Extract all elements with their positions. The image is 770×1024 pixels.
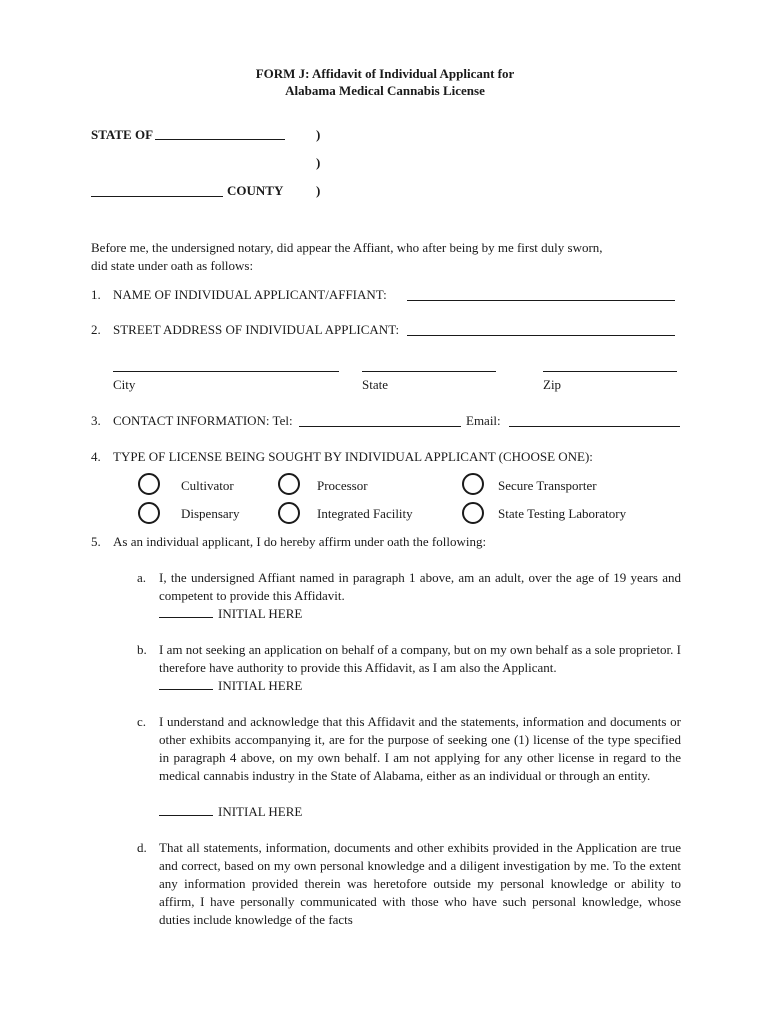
telephone-field[interactable] (299, 426, 461, 427)
affirmation-c-text: I understand and acknowledge that this Affidavit and the statements, information and documents or other exhibits accompanying it, are for the purpose of seeking one (1) license of the type specified in paragraph 4 above, on my own behalf. I am not applying for any other license in regard to the medical cannabis industry in the State of Alabama, either as an individual or through an entity. (159, 714, 681, 783)
paren-1: ) (316, 127, 321, 142)
radio-cultivator[interactable] (138, 473, 160, 495)
state-blank[interactable] (155, 139, 285, 140)
paren-2: ) (316, 155, 321, 170)
item3-label: CONTACT INFORMATION: Tel: (113, 413, 293, 428)
intro-line2: did state under oath as follows: (91, 258, 254, 273)
option-integrated-facility-label: Integrated Facility (317, 506, 413, 521)
affirmation-a-text: I, the undersigned Affiant named in paragraph 1 above, am an adult, over the age of 19 years and competent to provide this Affidavit. (159, 570, 681, 603)
initial-c-label: INITIAL HERE (218, 804, 303, 819)
option-secure-transporter-label: Secure Transporter (498, 478, 597, 493)
option-state-testing-laboratory-label: State Testing Laboratory (498, 506, 627, 521)
item1-number: 1. (91, 287, 101, 302)
email-label: Email: (466, 413, 501, 428)
item3-number: 3. (91, 413, 101, 428)
radio-dispensary[interactable] (138, 502, 160, 524)
city-label: City (113, 377, 136, 392)
zip-field[interactable] (543, 371, 677, 372)
affirmation-b-text: I am not seeking an application on behalf of a company, but on my own behalf as a sole proprietor. I therefore have authority to provide this Affidavit, as I am also the Applicant. (159, 642, 681, 675)
item5-label: As an individual applicant, I do hereby affirm under oath the following: (113, 534, 487, 549)
county-blank[interactable] (91, 196, 223, 197)
intro-line1: Before me, the undersigned notary, did appear the Affiant, who after being by me first duly sworn, (91, 240, 603, 255)
initial-a-field[interactable] (159, 617, 213, 618)
item1-label: NAME OF INDIVIDUAL APPLICANT/AFFIANT: (113, 287, 387, 302)
state-field[interactable] (362, 371, 496, 372)
affirmation-c-letter: c. (137, 714, 147, 729)
paren-3: ) (316, 183, 321, 198)
radio-secure-transporter[interactable] (462, 473, 484, 495)
initial-b-field[interactable] (159, 689, 213, 690)
item4-number: 4. (91, 449, 101, 464)
item2-label: STREET ADDRESS OF INDIVIDUAL APPLICANT: (113, 322, 400, 337)
street-address-field[interactable] (407, 335, 675, 336)
initial-b-label: INITIAL HERE (218, 678, 303, 693)
initial-c-field[interactable] (159, 815, 213, 816)
initial-a-label: INITIAL HERE (218, 606, 303, 621)
county-label: COUNTY (227, 183, 284, 198)
radio-integrated-facility[interactable] (278, 502, 300, 524)
affirmation-b-letter: b. (137, 642, 147, 657)
state-of-label: STATE OF (91, 127, 154, 142)
state-label: State (362, 377, 388, 392)
item5-number: 5. (91, 534, 101, 549)
option-processor-label: Processor (317, 478, 368, 493)
applicant-name-field[interactable] (407, 300, 675, 301)
item2-number: 2. (91, 322, 101, 337)
form-title-line1: FORM J: Affidavit of Individual Applicant for (255, 66, 515, 81)
item4-label: TYPE OF LICENSE BEING SOUGHT BY INDIVIDUAL APPLICANT (CHOOSE ONE): (113, 449, 593, 464)
radio-state-testing-laboratory[interactable] (462, 502, 484, 524)
affirmation-d-text: That all statements, information, documents and other exhibits provided in the Application are true and correct, based on my own personal knowledge and a diligent investigation by me. To the extent any information provided therein was heretofore outside my personal knowledge or ability to affirm, I have personally communicated with those who have such personal knowledge, whose duties include knowledge of the facts (159, 840, 681, 927)
city-field[interactable] (113, 371, 339, 372)
option-cultivator-label: Cultivator (181, 478, 234, 493)
affirmation-d-letter: d. (137, 840, 147, 855)
email-field[interactable] (509, 426, 680, 427)
option-dispensary-label: Dispensary (181, 506, 240, 521)
affirmation-a-letter: a. (137, 570, 147, 585)
radio-processor[interactable] (278, 473, 300, 495)
zip-label: Zip (543, 377, 562, 392)
form-title-line2: Alabama Medical Cannabis License (285, 83, 485, 98)
